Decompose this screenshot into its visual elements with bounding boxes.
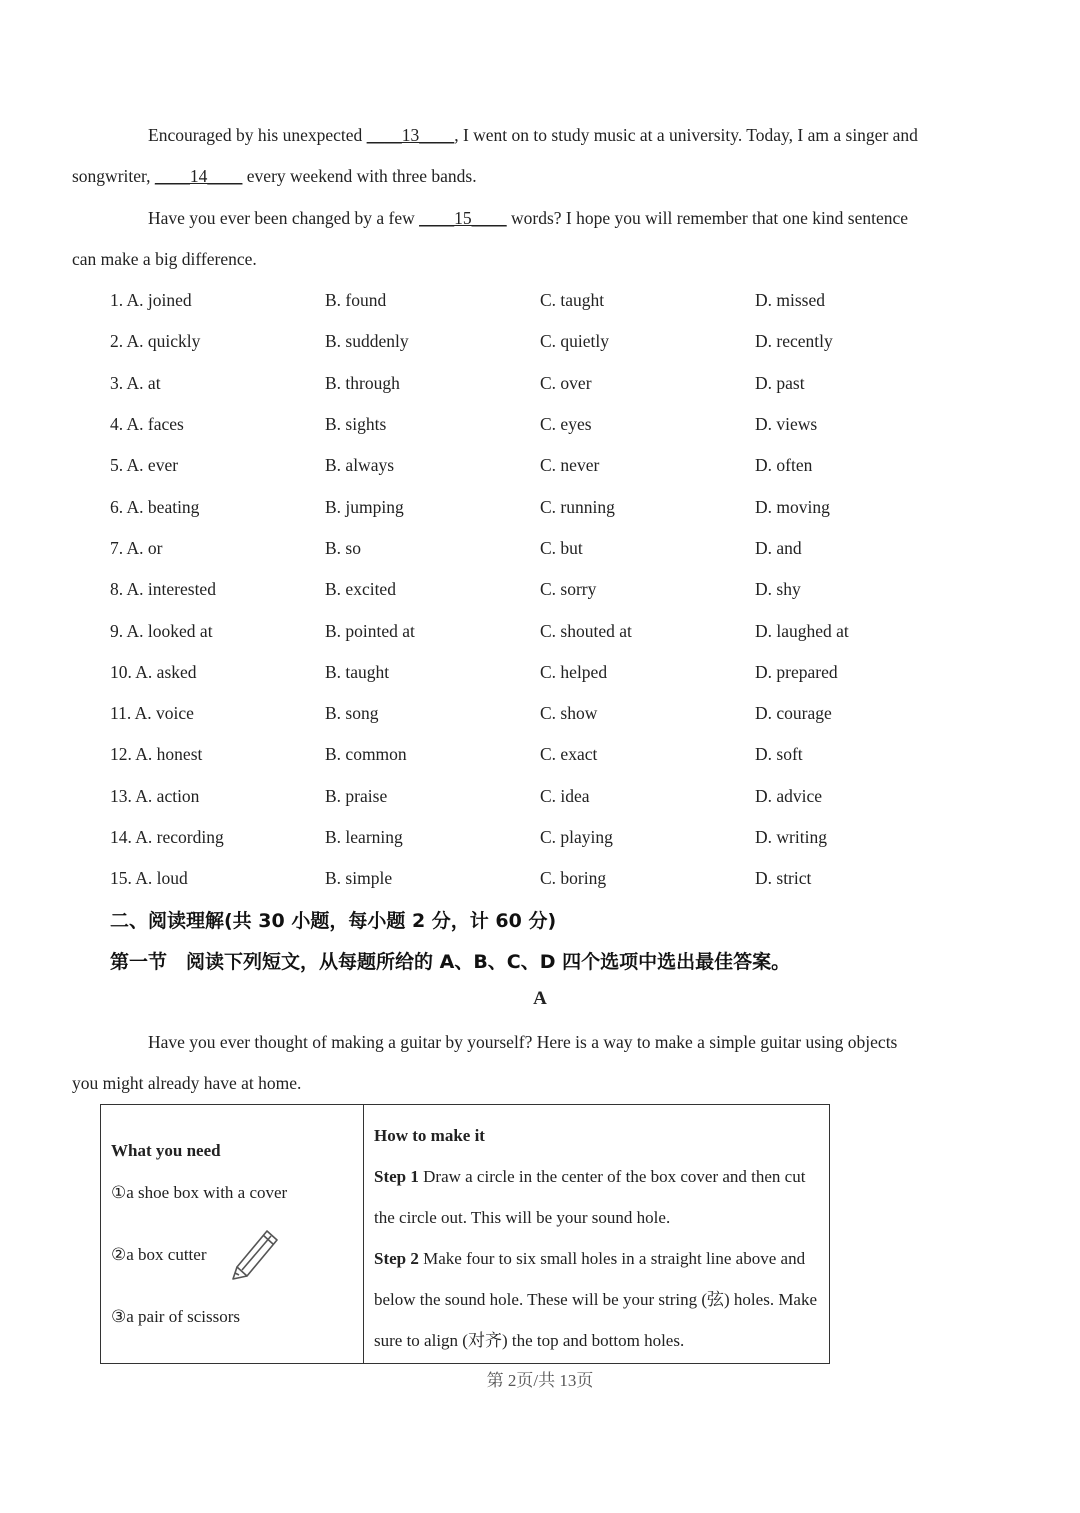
option-choice: D. moving [755, 496, 830, 517]
what-you-need-column [101, 1105, 364, 1363]
option-choice: 4. A. faces [110, 414, 184, 435]
option-choice: D. views [755, 414, 818, 435]
option-choice: 3. A. at [110, 372, 161, 393]
option-choice: B. through [325, 372, 400, 393]
option-choice: D. recently [755, 331, 833, 352]
section-heading: 二、阅读理解(共 30 小题，每小题 2 分，计 60 分) [110, 910, 557, 932]
how-to-make-title: How to make it [374, 1126, 485, 1145]
option-choice: D. courage [755, 703, 832, 724]
step-1 [374, 1156, 819, 1238]
need-item: ①a shoe box with a cover [111, 1183, 288, 1202]
step-label: Step 2 [374, 1249, 419, 1268]
option-choice: B. praise [325, 785, 388, 806]
option-choice: 13. A. action [110, 785, 200, 806]
text-run: Have you ever thought of making a guitar by yourself? Here is a way to make a simple guitar using objects [148, 1032, 898, 1052]
option-choice: C. helped [540, 661, 608, 682]
option-choice: B. so [325, 537, 361, 558]
option-choice: D. advice [755, 785, 823, 806]
part-heading: 第一节 阅读下列短文，从每题所给的 A、B、C、D 四个选项中选出最佳答案。 [110, 951, 791, 973]
pencil-icon [227, 1223, 285, 1286]
option-choice: D. laughed at [755, 620, 849, 641]
option-choice: C. eyes [540, 414, 592, 435]
option-row [110, 693, 970, 734]
option-choice: B. always [325, 455, 395, 476]
option-row [110, 858, 970, 899]
option-choice: C. taught [540, 290, 605, 311]
option-choice: C. idea [540, 785, 590, 806]
option-choice: B. learning [325, 827, 403, 847]
option-choice: 1. A. joined [110, 290, 192, 311]
blank-13: ____13____ [366, 125, 455, 145]
option-choice: 7. A. or [110, 537, 163, 558]
option-row [110, 363, 970, 404]
option-choice: D. shy [755, 579, 801, 600]
option-choice: B. taught [325, 661, 390, 682]
option-choice: D. writing [755, 827, 827, 847]
option-choice: C. quietly [540, 331, 610, 352]
option-choice: D. prepared [755, 661, 838, 682]
option-choice: B. pointed at [325, 620, 415, 641]
option-row [110, 404, 970, 445]
option-row [110, 610, 970, 651]
option-choice: 12. A. honest [110, 744, 203, 765]
option-choice: C. shouted at [540, 620, 632, 641]
passage-paragraph-1 [72, 115, 970, 197]
option-row [110, 486, 970, 527]
option-choice: D. missed [755, 290, 825, 311]
option-choice: C. running [540, 496, 615, 517]
option-choice: C. never [540, 455, 600, 476]
option-row [110, 445, 970, 486]
step-text: Draw a circle in the center of the box cover and then cut the circle out. This will be your sound hole. [374, 1167, 806, 1227]
option-choice: C. over [540, 372, 592, 393]
how-to-make-column [364, 1105, 829, 1363]
what-you-need-title: What you need [111, 1141, 221, 1160]
blank-15: ____15____ [419, 208, 507, 228]
need-item: ③a pair of scissors [111, 1307, 241, 1326]
need-item: ②a box cutter [111, 1245, 207, 1264]
option-row [110, 734, 970, 775]
text-run: , I went on to study music at a university. Today, I am a singer and [454, 125, 918, 145]
step-text: Make four to six small holes in a straight line above and below the sound hole. These will be your string (弦) holes. Make sure to align (对齐) the top and bottom holes. [374, 1249, 818, 1350]
text-run: words? I hope you will remember that one kind sentence [506, 208, 909, 228]
option-row [110, 776, 970, 817]
step-2 [374, 1238, 819, 1361]
option-choice: B. common [325, 744, 407, 765]
option-choice: 15. A. loud [110, 868, 188, 889]
text-run: every weekend with three bands. [242, 166, 477, 186]
option-choice: 14. A. recording [110, 827, 224, 847]
option-choice: 9. A. looked at [110, 620, 213, 641]
option-row [110, 528, 970, 569]
option-choice: C. playing [540, 827, 613, 847]
option-row [110, 817, 970, 858]
option-choice: B. found [325, 290, 387, 311]
text-run: can make a big difference. [72, 249, 257, 269]
option-choice: D. soft [755, 744, 803, 765]
option-row [110, 280, 970, 321]
option-choice: C. sorry [540, 579, 597, 600]
guitar-instructions-table [100, 1104, 830, 1364]
passage-paragraph-2 [72, 198, 970, 280]
blank-14: ____14____ [154, 166, 243, 186]
step-label: Step 1 [374, 1167, 419, 1186]
option-row [110, 652, 970, 693]
option-choice: 5. A. ever [110, 455, 179, 476]
option-choice: C. show [540, 703, 598, 724]
text-run: Encouraged by his unexpected [148, 125, 367, 145]
option-choice: C. but [540, 537, 583, 558]
option-choice: 2. A. quickly [110, 331, 201, 352]
answer-options-list [110, 280, 970, 899]
option-choice: C. exact [540, 744, 598, 765]
option-choice: B. jumping [325, 496, 404, 517]
option-choice: B. excited [325, 579, 396, 600]
text-run: songwriter, [72, 166, 155, 186]
text-run: Have you ever been changed by a few [148, 208, 420, 228]
option-choice: B. simple [325, 868, 393, 889]
option-row [110, 321, 970, 362]
option-choice: C. boring [540, 868, 607, 889]
option-choice: 10. A. asked [110, 661, 197, 682]
option-row [110, 569, 970, 610]
option-choice: D. and [755, 537, 802, 558]
option-choice: 8. A. interested [110, 579, 216, 600]
option-choice: B. song [325, 703, 379, 724]
option-choice: D. strict [755, 868, 812, 889]
option-choice: 11. A. voice [110, 703, 194, 724]
how-to-make-content [374, 1115, 819, 1361]
option-choice: B. suddenly [325, 331, 409, 352]
text-run: you might already have at home. [72, 1073, 302, 1093]
page-footer: 第 2页/共 13页 [486, 1371, 594, 1390]
passage-letter: A [533, 988, 547, 1009]
option-choice: 6. A. beating [110, 496, 200, 517]
option-choice: D. past [755, 372, 805, 393]
option-choice: D. often [755, 455, 813, 476]
passage-intro [72, 1022, 970, 1104]
option-choice: B. sights [325, 414, 387, 435]
